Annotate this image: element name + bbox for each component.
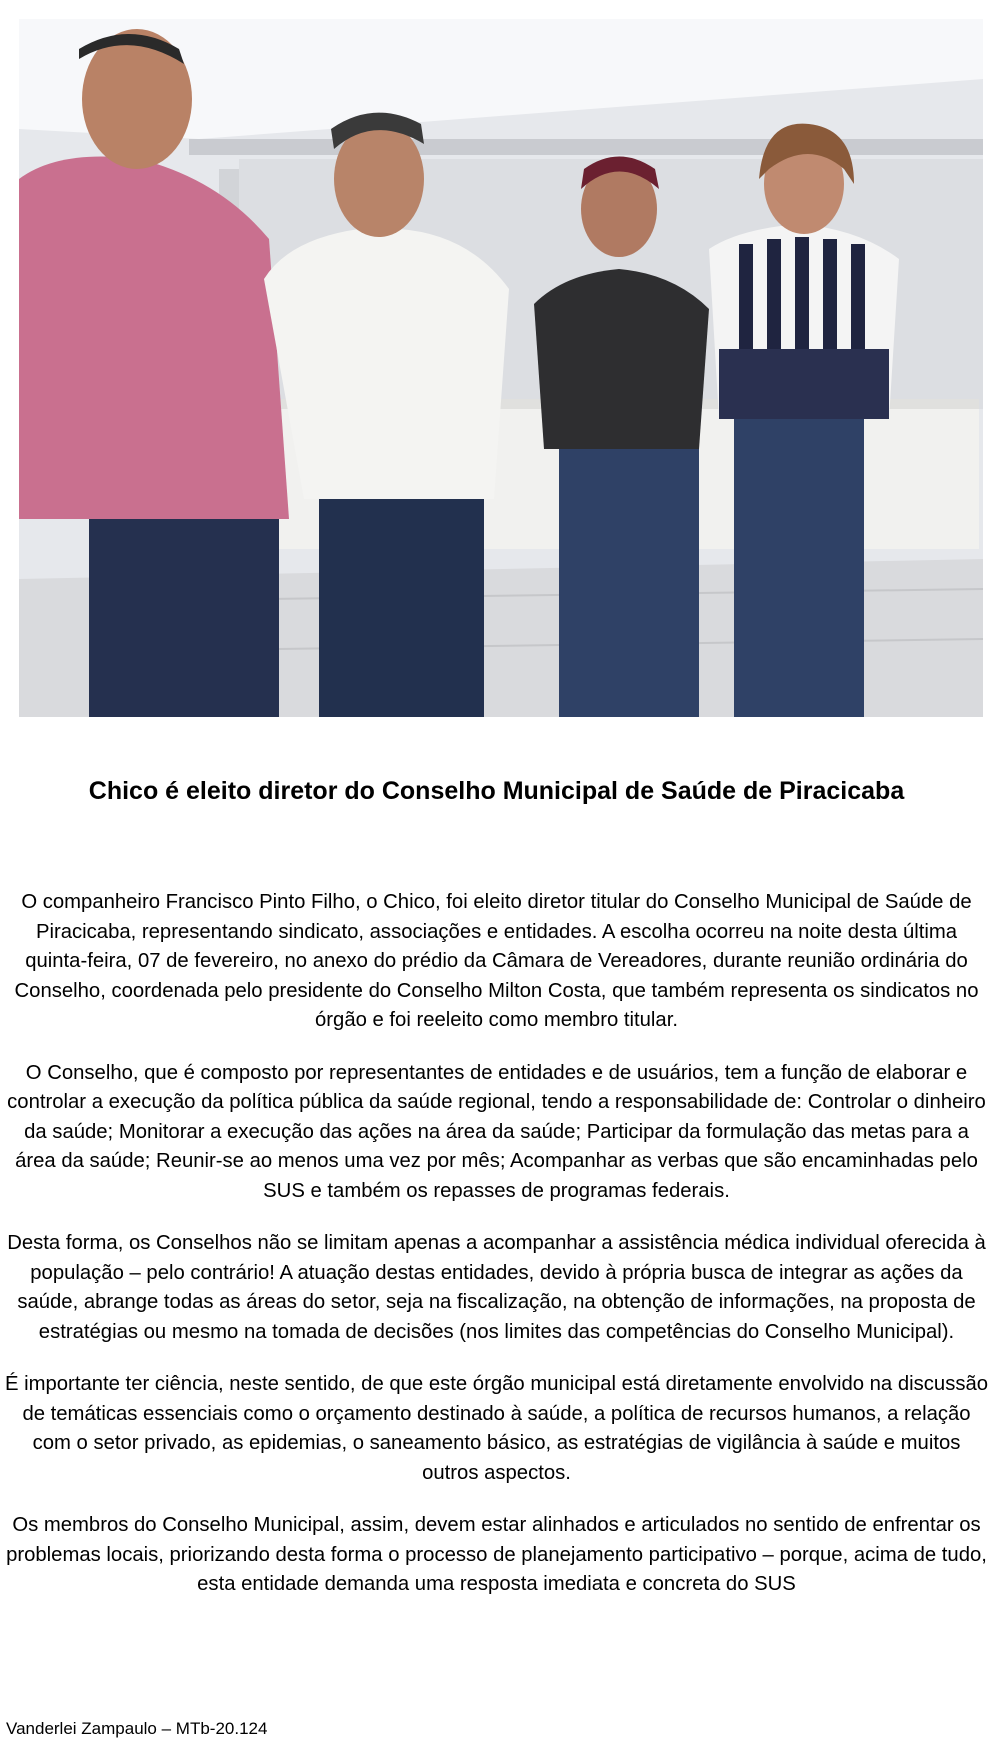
article-paragraph: Os membros do Conselho Municipal, assim, devem estar alinhados e articulados no sentido de enfrentar os problemas locais, priorizando desta forma o processo de planejamento participativo – porque, acima de tudo, esta entidade demanda uma resposta imediata e concreta do SUS <box>6 1514 987 1595</box>
article-paragraph: É importante ter ciência, neste sentido, de que este órgão municipal está diretamente envolvido na discussão de temáticas essenciais como o orçamento destinado à saúde, a política de recursos humanos, a relação com o setor privado, as epidemias, o saneamento básico, as estratégias de vigilância à saúde e muitos outros aspectos. <box>4 1373 989 1484</box>
article-byline: Vanderlei Zampaulo – MTb-20.124 <box>6 1719 268 1738</box>
article-title: Chico é eleito diretor do Conselho Municipal de Saúde de Piracicaba <box>88 777 905 805</box>
article-paragraph: O companheiro Francisco Pinto Filho, o Chico, foi eleito diretor titular do Conselho Municipal de Saúde de Piracicaba, representando sindicato, associações e entidades. A escolha ocorreu na noite desta última quinta-feira, 07 de fevereiro, no anexo do prédio da Câmara de Vereadores, durante reunião ordinária do Conselho, coordenada pelo presidente do Conselho Milton Costa, que também representa os sindicatos no órgão e foi reeleito como membro titular. <box>14 891 979 1031</box>
article-paragraph: O Conselho, que é composto por representantes de entidades e de usuários, tem a função de elaborar e controlar a execução da política pública da saúde regional, tendo a responsabilidade de: Controlar o dinheiro da saúde; Monitorar a execução das ações na área da saúde; Participar da formulação das metas para a área da saúde; Reunir-se ao menos uma vez por mês; Acompanhar as verbas que são encaminhadas pelo SUS e também os repasses de programas federais. <box>7 1061 986 1202</box>
group-photo-icon <box>19 19 983 717</box>
article-body <box>4 888 989 1623</box>
article-paragraph: Desta forma, os Conselhos não se limitam apenas a acompanhar a assistência médica individual oferecida à população – pelo contrário! A atuação destas entidades, devido à própria busca de integrar as ações da saúde, abrange todas as áreas do setor, seja na fiscalização, na obtenção de informações, na proposta de estratégias ou mesmo na tomada de decisões (nos limites das competências do Conselho Municipal). <box>7 1232 986 1343</box>
article-photo <box>19 19 983 717</box>
